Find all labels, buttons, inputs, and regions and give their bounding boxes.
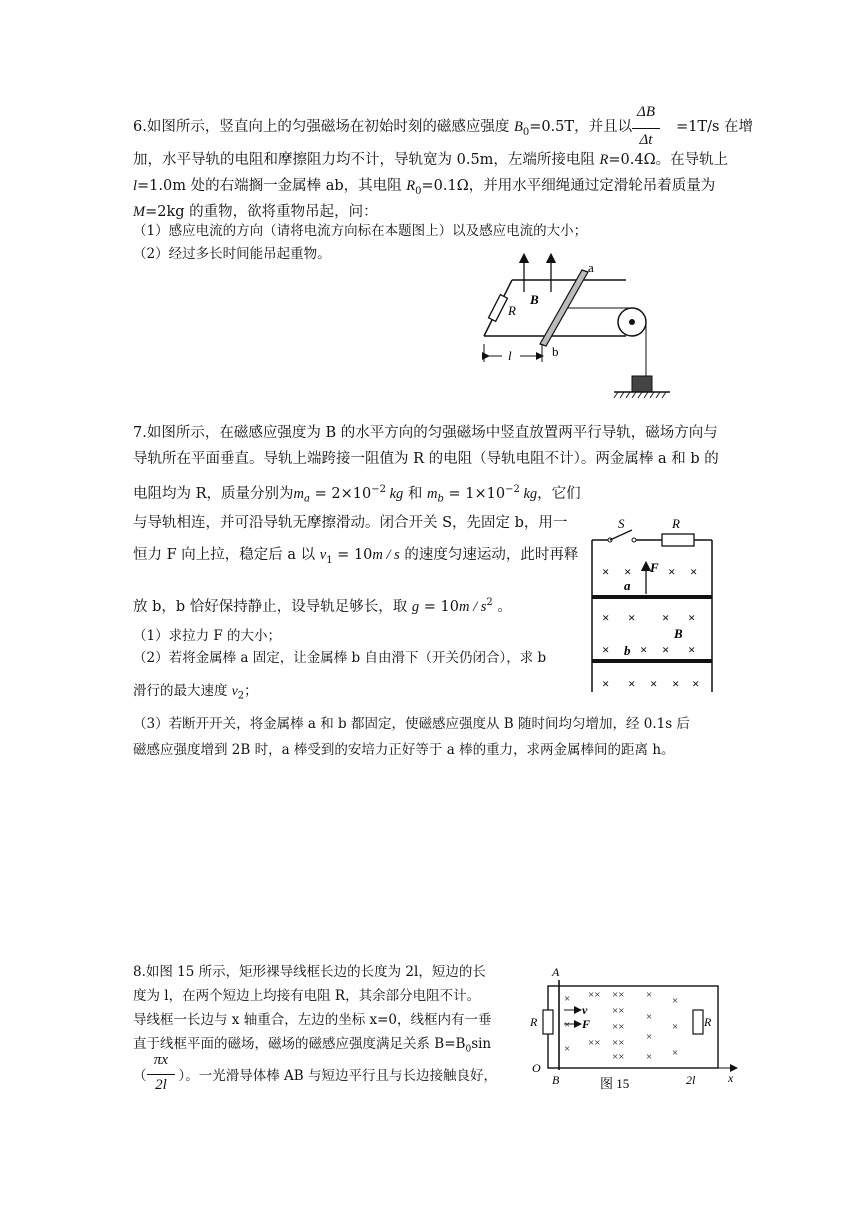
field-cross: × [564, 993, 571, 1005]
q7-fig-label-b: b [624, 643, 631, 658]
field-cross: × [692, 676, 700, 691]
q6-figure [474, 252, 674, 402]
q7-fig-label-F: F [650, 560, 659, 575]
q6-fig-label-a: a [588, 260, 594, 275]
q6-fig-label-R: R [508, 303, 516, 318]
field-cross: × [628, 676, 636, 691]
q6-line-3: l=1.0m 处的右端搁一金属棒 ab，其电阻 $R_0=0.1\Omega$，并用水平细绳通过定滑轮吊着质量为 [133, 178, 716, 197]
q8-fig-label-O: O [532, 1061, 541, 1075]
field-cross: ×× [612, 1037, 625, 1049]
field-cross: × [602, 676, 610, 691]
q6-fig-label-l: l [508, 348, 512, 363]
field-cross: × [646, 1011, 653, 1023]
field-cross: × [672, 1021, 679, 1033]
field-cross: × [650, 676, 658, 691]
q7-line-2: 导轨所在平面垂直。导轨上端跨接一阻值为 R 的电阻（导轨电阻不计）。两金属棒 a 和 b 的 [133, 451, 719, 467]
q6-question-1: （1）感应电流的方向（请将电流方向标在本题图上）以及感应电流的大小； [133, 223, 588, 239]
field-cross: × [672, 1047, 679, 1059]
field-cross: × [646, 1051, 653, 1063]
q6-line-1: 6.如图所示，竖直向上的匀强磁场在初始时刻的磁感应强度 $B_0=0.5T$，并且以 =1T/s 在增 [133, 119, 754, 138]
q8-fig-label-v: v [582, 1003, 588, 1017]
field-cross: × [602, 642, 610, 657]
q8-fig-label-2l: 2l [686, 1073, 696, 1087]
q7-question-3-line-1: （3）若断开开关，将金属棒 a 和 b 都固定，使磁感应强度从 B 随时间均匀增加，经 0.1s 后 [133, 716, 690, 732]
field-cross: × [662, 642, 670, 657]
field-cross: × [668, 564, 676, 579]
field-cross: × [564, 1019, 571, 1031]
field-cross: × [688, 642, 696, 657]
field-cross: × [688, 610, 696, 625]
q8-fig-label-B: B [552, 1073, 560, 1087]
q8-line-3: 导线框一长边与 x 轴重合，左边的坐标 x=0，线框内有一垂 [133, 1012, 492, 1028]
field-cross: × [602, 610, 610, 625]
q7-question-2: （2）若将金属棒 a 固定，让金属棒 b 自由滑下（开关仍闭合），求 b [133, 650, 547, 666]
field-cross: ×× [588, 1037, 601, 1049]
field-cross: × [672, 995, 679, 1007]
q7-question-3-line-2: 磁感应强度增到 2B 时，a 棒受到的安培力正好等于 a 棒的重力，求两金属棒间的距离 h。 [133, 742, 675, 758]
q7-fig-label-R: R [672, 516, 680, 531]
q8-sin-fraction: πx 2l [147, 1052, 175, 1100]
q7-line-3: 电阻均为 R，质量分别为$m_a = 2\times 10^{-2}$ kg 和 $m_b = 1\times 10^{-2}$ kg，它们 [133, 484, 581, 505]
q6-fig-label-b: b [552, 344, 559, 359]
q8-line-2: 度为 l，在两个短边上均接有电阻 R，其余部分电阻不计。 [133, 988, 481, 1004]
field-cross: × [640, 642, 648, 657]
q7-line-6: 放 b，b 恰好保持静止，设导轨足够长，取 $g = 10m / s^2$ 。 [133, 597, 512, 615]
q7-fig-label-B: B [674, 626, 683, 641]
field-cross: ×× [588, 989, 601, 1001]
field-cross: ×× [612, 1021, 625, 1033]
q8-fig-label-x: x [728, 1071, 734, 1085]
q8-line-1: 8.如图 15 所示，矩形裸导线框长边的长度为 2l，短边的长 [133, 964, 486, 980]
q8-fig-label-R-right: R [704, 1015, 712, 1029]
q7-fig-label-a: a [624, 578, 631, 593]
field-cross: × [628, 610, 636, 625]
q7-figure [588, 514, 718, 694]
field-cross: × [672, 676, 680, 691]
q6-line-4: M=2kg 的重物，欲将重物吊起，问： [133, 204, 378, 220]
q8-figure-caption: 图 15 [600, 1076, 630, 1090]
q6-fig-label-B: B [530, 292, 539, 307]
q8-line-4: 直于线框平面的磁场，磁场的磁感应强度满足关系 $B=B_0\sin$ [133, 1036, 492, 1055]
field-cross: × [646, 1031, 653, 1043]
field-cross: × [646, 989, 653, 1001]
field-cross: × [564, 1043, 571, 1055]
field-cross: × [624, 564, 632, 579]
field-cross: ×× [612, 1051, 625, 1063]
q8-line-5: （ ）。一光滑导体棒 AB 与短边平行且与长边接触良好， [133, 1068, 498, 1084]
q6-line-2: 加，水平导轨的电阻和摩擦阻力均不计，导轨宽为 0.5m，左端所接电阻 R=0.4Ω。在导轨上 [133, 152, 729, 168]
q8-fig-label-R-left: R [530, 1015, 538, 1029]
q8-fig-label-A: A [552, 965, 560, 979]
q6-question-2: （2）经过多长时间能吊起重物。 [133, 246, 331, 262]
q7-line-5: 恒力 F 向上拉，稳定后 a 以 $v_1 = 10m / s$ 的速度匀速运动，此时再释 [133, 547, 579, 566]
q7-line-4: 与导轨相连，并可沿导轨无摩擦滑动。闭合开关 S，先固定 b，用一 [133, 515, 568, 531]
q7-question-2-cont: 滑行的最大速度 $v_2$； [133, 683, 258, 702]
q8-figure [528, 960, 738, 1090]
q7-fig-label-S: S [618, 516, 625, 531]
field-cross: × [690, 564, 698, 579]
q8-fig-label-F: F [582, 1017, 591, 1031]
field-cross: × [602, 564, 610, 579]
field-cross: ×× [612, 989, 625, 1001]
field-cross: ×× [612, 1005, 625, 1017]
field-cross: × [662, 610, 670, 625]
q7-question-1: （1）求拉力 F 的大小； [133, 628, 282, 644]
q6-rate-fraction: ΔB Δt [632, 100, 660, 156]
q7-line-1: 7.如图所示，在磁感应强度为 B 的水平方向的匀强磁场中竖直放置两平行导轨，磁场方向与 [133, 425, 718, 441]
